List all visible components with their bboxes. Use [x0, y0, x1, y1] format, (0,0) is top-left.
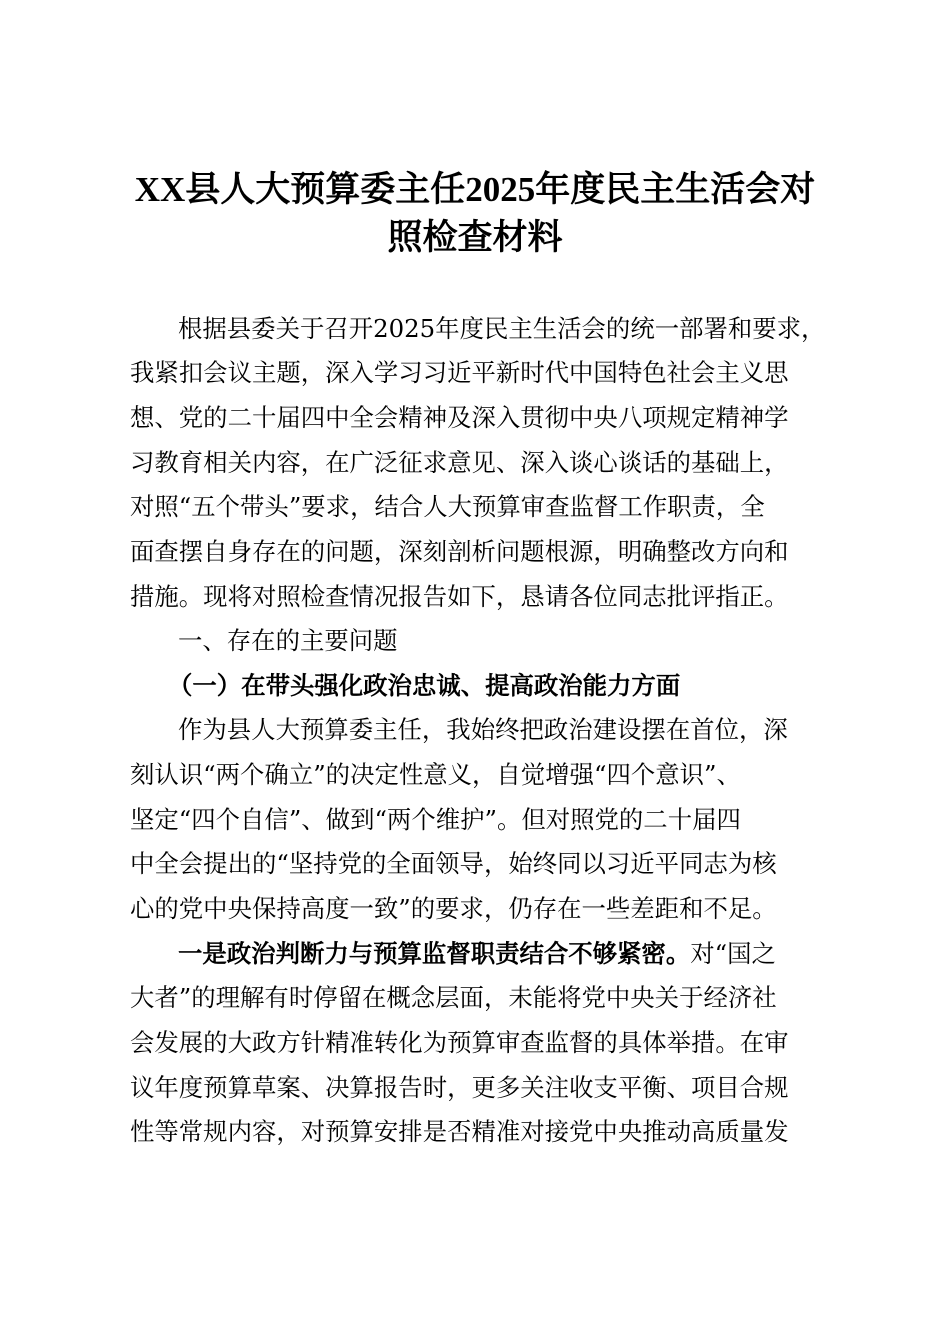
paragraph-line: [178, 939, 878, 969]
document-title-line-2: 照检查材料: [387, 218, 563, 257]
intro-line: 根据县委关于召开2025年度民主生活会的统一部署和要求，: [178, 314, 826, 343]
intro-line: 对照“五个带头”要求，结合人大预算审查监督工作职责，全: [130, 492, 765, 521]
paragraph-line: 刻认识“两个确立”的决定性意义，自觉增强“四个意识”、: [130, 760, 741, 789]
paragraph-line: 坚定“四个自信”、做到“两个维护”。但对照党的二十届四: [130, 805, 741, 834]
section-heading: 一、存在的主要问题: [178, 626, 398, 655]
paragraph-line: 会发展的大政方针精准转化为预算审查监督的具体举措。在审: [130, 1028, 789, 1057]
paragraph-line: 大者”的理解有时停留在概念层面，未能将党中央关于经济社: [130, 983, 777, 1012]
paragraph-line: 中全会提出的“坚持党的全面领导，始终同以习近平同志为核: [130, 849, 777, 878]
intro-line: 我紧扣会议主题，深入学习习近平新时代中国特色社会主义思: [130, 358, 789, 387]
intro-line: 习教育相关内容，在广泛征求意见、深入谈心谈话的基础上，: [130, 448, 789, 477]
intro-line: 措施。现将对照检查情况报告如下，恳请各位同志批评指正。: [130, 582, 789, 611]
emphasis-lead-rest: 对“国之: [690, 939, 776, 968]
document-title-line-1: XX县人大预算委主任2025年度民主生活会对: [134, 170, 816, 209]
paragraph-line: 心的党中央保持高度一致”的要求，仍存在一些差距和不足。: [130, 894, 777, 923]
subsection-heading: （一）在带头强化政治忠诚、提高政治能力方面: [168, 671, 681, 700]
paragraph-line: 性等常规内容，对预算安排是否精准对接党中央推动高质量发: [130, 1117, 789, 1146]
intro-line: 面查摆自身存在的问题，深刻剖析问题根源，明确整改方向和: [130, 537, 789, 566]
emphasis-lead: 一是政治判断力与预算监督职责结合不够紧密。: [178, 939, 691, 968]
paragraph-line: 议年度预算草案、决算报告时，更多关注收支平衡、项目合规: [130, 1073, 789, 1102]
paragraph-line: 作为县人大预算委主任，我始终把政治建设摆在首位，深: [178, 715, 788, 744]
intro-line: 想、党的二十届四中全会精神及深入贯彻中央八项规定精神学: [130, 403, 789, 432]
